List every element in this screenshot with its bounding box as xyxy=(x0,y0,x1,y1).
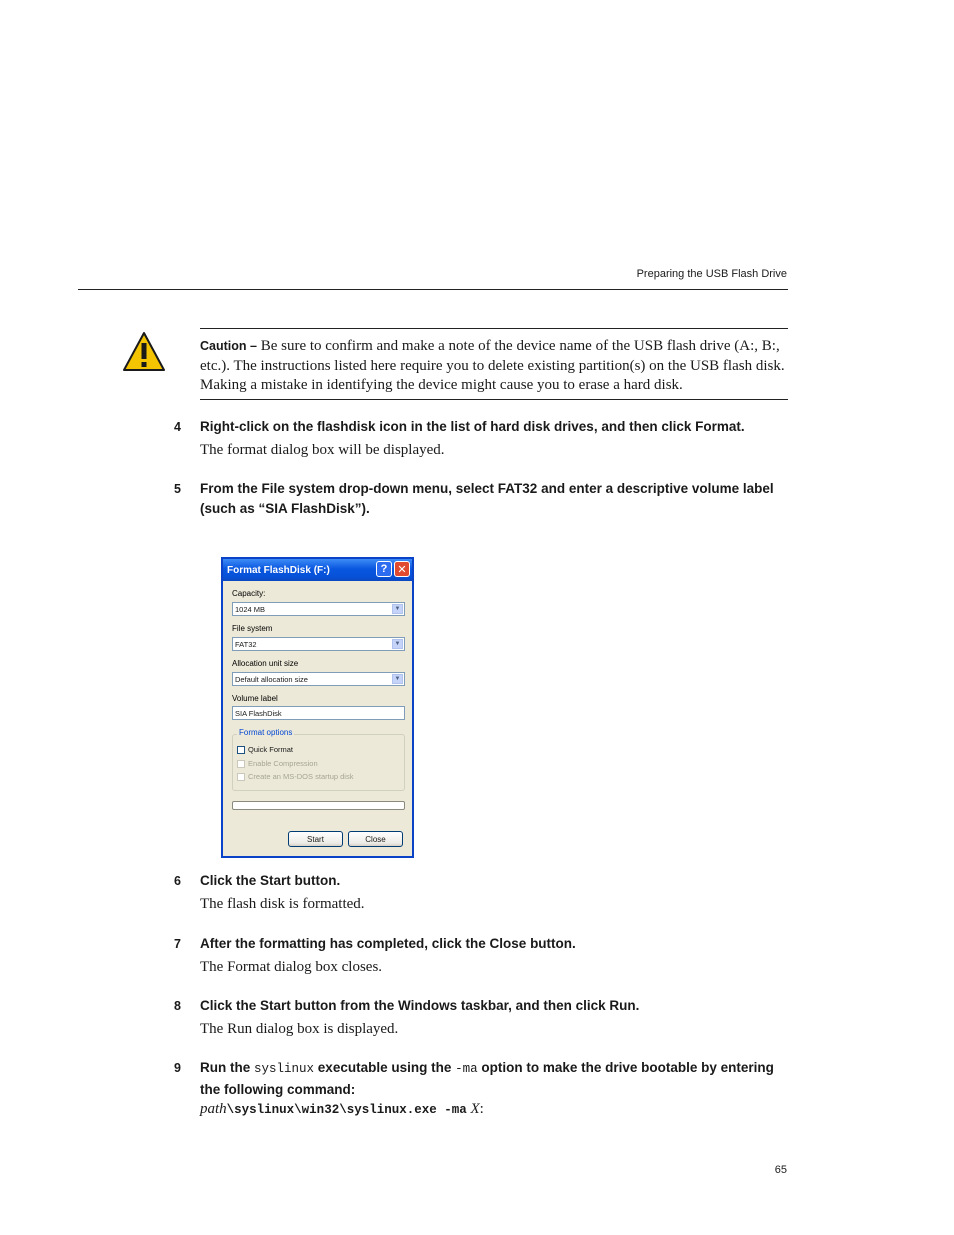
step-instruction: Click the Start button from the Windows taskbar, and then click Run. xyxy=(200,998,640,1013)
step-result: The flash disk is formatted. xyxy=(200,896,365,912)
help-icon[interactable]: ? xyxy=(376,561,392,577)
checkbox-label: Create an MS-DOS startup disk xyxy=(248,772,354,781)
step-instruction xyxy=(200,1058,788,1099)
dialog-titlebar xyxy=(223,559,412,581)
header-rule xyxy=(78,289,788,290)
close-button[interactable]: Close xyxy=(348,831,403,847)
checkbox-icon[interactable] xyxy=(237,746,245,754)
command-path-var: path xyxy=(200,1101,227,1117)
format-options-legend: Format options xyxy=(239,728,293,737)
step-text-part: option to make the drive bootable by entering the following command: xyxy=(200,1060,774,1097)
step-number: 5 xyxy=(174,482,181,496)
caution-box xyxy=(200,328,788,400)
running-head: Preparing the USB Flash Drive xyxy=(636,268,787,280)
step-number: 7 xyxy=(174,937,181,951)
step-instruction: Click the Start button. xyxy=(200,873,341,888)
step-instruction: After the formatting has completed, click the Close button. xyxy=(200,936,576,951)
close-icon[interactable]: ✕ xyxy=(394,561,410,577)
checkbox-icon[interactable] xyxy=(237,773,245,781)
step-result: The Run dialog box is displayed. xyxy=(200,1021,399,1037)
dialog-title: Format FlashDisk (F:) xyxy=(227,564,330,576)
allocation-select[interactable] xyxy=(232,672,405,686)
step-number: 4 xyxy=(174,420,181,434)
inline-code: syslinux xyxy=(254,1062,315,1076)
command-suffix: : xyxy=(479,1101,484,1117)
step-number: 8 xyxy=(174,999,181,1013)
checkbox-label: Quick Format xyxy=(248,745,294,754)
allocation-value: Default allocation size xyxy=(235,674,308,684)
filesystem-value: FAT32 xyxy=(235,639,257,649)
step-result: The Format dialog box closes. xyxy=(200,959,383,975)
checkbox-icon[interactable] xyxy=(237,760,245,768)
checkbox-label: Enable Compression xyxy=(248,759,318,768)
step-instruction: From the File system drop-down menu, select FAT32 and enter a descriptive volume label (such as “SIA FlashDisk”). xyxy=(200,481,774,516)
chevron-down-icon[interactable]: ▼ xyxy=(392,639,403,649)
caution-text: Be sure to confirm and make a note of the device name of the USB flash drive (A:, B:, etc.). The instructions listed here require you to delete existing partition(s) on the USB flash disk. Making a mistake in identifying the device might cause you to erase a hard disk. xyxy=(200,338,785,393)
step-instruction: Right-click on the flashdisk icon in the list of hard disk drives, and then click Format. xyxy=(200,419,745,434)
command-code: \syslinux\win32\syslinux.exe -ma xyxy=(226,1103,467,1117)
step-text-part: executable using the xyxy=(317,1060,452,1075)
enable-compression-checkbox[interactable] xyxy=(237,759,318,768)
format-progress-bar xyxy=(232,801,405,810)
step-text-part: Run the xyxy=(200,1060,251,1075)
capacity-select[interactable] xyxy=(232,602,405,616)
start-button[interactable]: Start xyxy=(288,831,343,847)
step-result: The format dialog box will be displayed. xyxy=(200,442,445,458)
step-number: 9 xyxy=(174,1061,181,1075)
format-dialog xyxy=(221,557,414,858)
capacity-value: 1024 MB xyxy=(235,604,266,614)
page-number: 65 xyxy=(774,1164,787,1176)
capacity-label: Capacity: xyxy=(232,589,266,598)
command-line xyxy=(200,1101,484,1118)
filesystem-select[interactable] xyxy=(232,637,405,651)
volume-label-input[interactable] xyxy=(232,706,405,720)
volume-value: SIA FlashDisk xyxy=(235,708,282,718)
chevron-down-icon[interactable]: ▼ xyxy=(392,604,403,614)
msdos-startup-checkbox[interactable] xyxy=(237,772,353,781)
caution-lead: Caution – xyxy=(200,339,257,353)
warning-icon xyxy=(122,331,166,373)
filesystem-label: File system xyxy=(232,624,273,633)
step-number: 6 xyxy=(174,874,181,888)
chevron-down-icon[interactable]: ▼ xyxy=(392,674,403,684)
inline-code: -ma xyxy=(455,1062,478,1076)
allocation-label: Allocation unit size xyxy=(232,659,299,668)
quick-format-checkbox[interactable] xyxy=(237,745,293,754)
volume-label: Volume label xyxy=(232,694,278,703)
command-drive-var: X xyxy=(470,1101,480,1117)
